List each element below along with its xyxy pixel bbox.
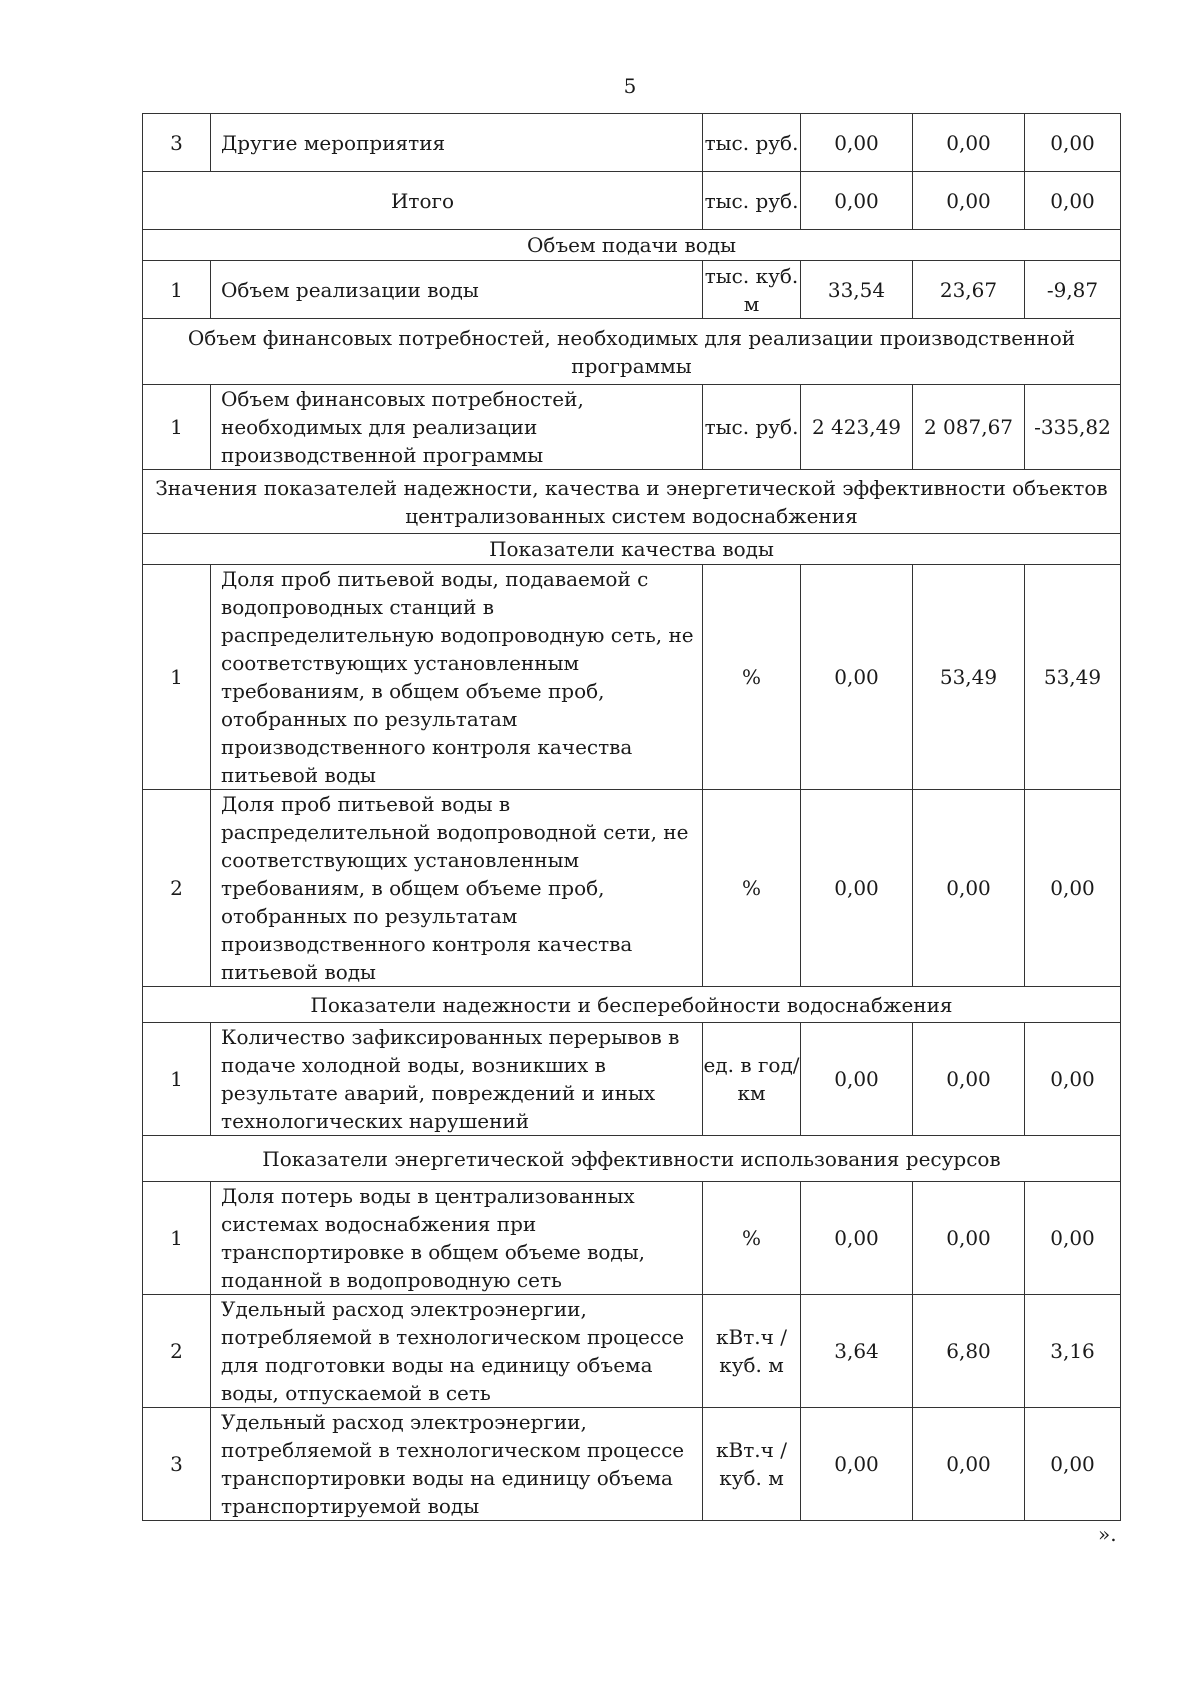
row-unit: кВт.ч / куб. м — [703, 1295, 801, 1408]
table-row — [143, 1408, 1121, 1521]
row-value-2: 0,00 — [913, 1408, 1025, 1521]
row-value-1: 0,00 — [801, 114, 913, 172]
section-row — [143, 230, 1121, 261]
row-name: Удельный расход электроэнергии, потребляемой в технологическом процессе транспортировки воды на единицу объема транспортируемой воды — [211, 1408, 703, 1521]
row-number: 1 — [143, 261, 211, 319]
row-value-3: -335,82 — [1025, 385, 1121, 470]
total-label: Итого — [143, 172, 703, 230]
row-value-2: 0,00 — [913, 1182, 1025, 1295]
table-row — [143, 1023, 1121, 1136]
section-row — [143, 534, 1121, 565]
row-value-3: 0,00 — [1025, 1023, 1121, 1136]
row-number: 1 — [143, 1182, 211, 1295]
row-number: 2 — [143, 790, 211, 987]
row-value-3: 0,00 — [1025, 1408, 1121, 1521]
total-unit: тыс. руб. — [703, 172, 801, 230]
page-number: 5 — [623, 74, 637, 98]
total-value-2: 0,00 — [913, 172, 1025, 230]
table-row — [143, 1182, 1121, 1295]
row-value-3: 0,00 — [1025, 790, 1121, 987]
row-name: Доля потерь воды в централизованных системах водоснабжения при транспортировке в общем объеме воды, поданной в водопроводную сеть — [211, 1182, 703, 1295]
row-unit: % — [703, 790, 801, 987]
row-name: Удельный расход электроэнергии, потребляемой в технологическом процессе для подготовки воды на единицу объема воды, отпускаемой в сеть — [211, 1295, 703, 1408]
section-reliability-title: Показатели надежности и бесперебойности водоснабжения — [143, 987, 1121, 1023]
row-number: 1 — [143, 1023, 211, 1136]
table-row — [143, 790, 1121, 987]
row-value-2: 23,67 — [913, 261, 1025, 319]
row-number: 2 — [143, 1295, 211, 1408]
closing-quote-mark: ». — [1098, 1522, 1117, 1546]
row-value-1: 0,00 — [801, 1182, 913, 1295]
row-value-1: 0,00 — [801, 1408, 913, 1521]
section-supply-title: Объем подачи воды — [143, 230, 1121, 261]
row-unit: тыс. руб. — [703, 385, 801, 470]
row-value-3: 0,00 — [1025, 1182, 1121, 1295]
section-finance-title: Объем финансовых потребностей, необходимых для реализации производственной программы — [143, 319, 1121, 385]
section-indicators-title: Значения показателей надежности, качества и энергетической эффективности объектов централизованных систем водоснабжения — [143, 470, 1121, 534]
row-value-3: 0,00 — [1025, 114, 1121, 172]
row-name: Количество зафиксированных перерывов в подаче холодной воды, возникших в результате аварий, повреждений и иных технологических нарушений — [211, 1023, 703, 1136]
row-name: Доля проб питьевой воды, подаваемой с водопроводных станций в распределительную водопроводную сеть, не соответствующих установленным требованиям, в общем объеме проб, отобранных по результатам производственного контроля качества питьевой воды — [211, 565, 703, 790]
row-name: Другие мероприятия — [211, 114, 703, 172]
row-unit: ед. в год/ км — [703, 1023, 801, 1136]
row-value-2: 2 087,67 — [913, 385, 1025, 470]
section-quality-title: Показатели качества воды — [143, 534, 1121, 565]
table-row — [143, 565, 1121, 790]
total-value-1: 0,00 — [801, 172, 913, 230]
row-value-3: -9,87 — [1025, 261, 1121, 319]
row-number: 1 — [143, 565, 211, 790]
row-value-1: 0,00 — [801, 565, 913, 790]
table-row — [143, 385, 1121, 470]
row-unit: тыс. куб. м — [703, 261, 801, 319]
section-row — [143, 1136, 1121, 1182]
indicators-table — [142, 113, 1121, 1521]
row-name: Объем финансовых потребностей, необходимых для реализации производственной программы — [211, 385, 703, 470]
row-value-2: 0,00 — [913, 1023, 1025, 1136]
row-unit: % — [703, 565, 801, 790]
row-value-3: 3,16 — [1025, 1295, 1121, 1408]
total-row — [143, 172, 1121, 230]
row-value-1: 0,00 — [801, 1023, 913, 1136]
row-number: 1 — [143, 385, 211, 470]
row-number: 3 — [143, 114, 211, 172]
row-value-2: 53,49 — [913, 565, 1025, 790]
row-value-1: 0,00 — [801, 790, 913, 987]
section-row — [143, 987, 1121, 1023]
row-value-3: 53,49 — [1025, 565, 1121, 790]
row-name: Объем реализации воды — [211, 261, 703, 319]
row-name: Доля проб питьевой воды в распределительной водопроводной сети, не соответствующих установленным требованиям, в общем объеме проб, отобранных по результатам производственного контроля качества питьевой воды — [211, 790, 703, 987]
section-row — [143, 319, 1121, 385]
row-value-2: 0,00 — [913, 790, 1025, 987]
total-value-3: 0,00 — [1025, 172, 1121, 230]
row-value-1: 2 423,49 — [801, 385, 913, 470]
row-value-2: 6,80 — [913, 1295, 1025, 1408]
row-number: 3 — [143, 1408, 211, 1521]
section-energy-title: Показатели энергетической эффективности использования ресурсов — [143, 1136, 1121, 1182]
row-unit: кВт.ч / куб. м — [703, 1408, 801, 1521]
row-unit: % — [703, 1182, 801, 1295]
section-row — [143, 470, 1121, 534]
row-value-2: 0,00 — [913, 114, 1025, 172]
row-value-1: 3,64 — [801, 1295, 913, 1408]
table-row — [143, 114, 1121, 172]
row-unit: тыс. руб. — [703, 114, 801, 172]
table-row — [143, 261, 1121, 319]
row-value-1: 33,54 — [801, 261, 913, 319]
table-row — [143, 1295, 1121, 1408]
